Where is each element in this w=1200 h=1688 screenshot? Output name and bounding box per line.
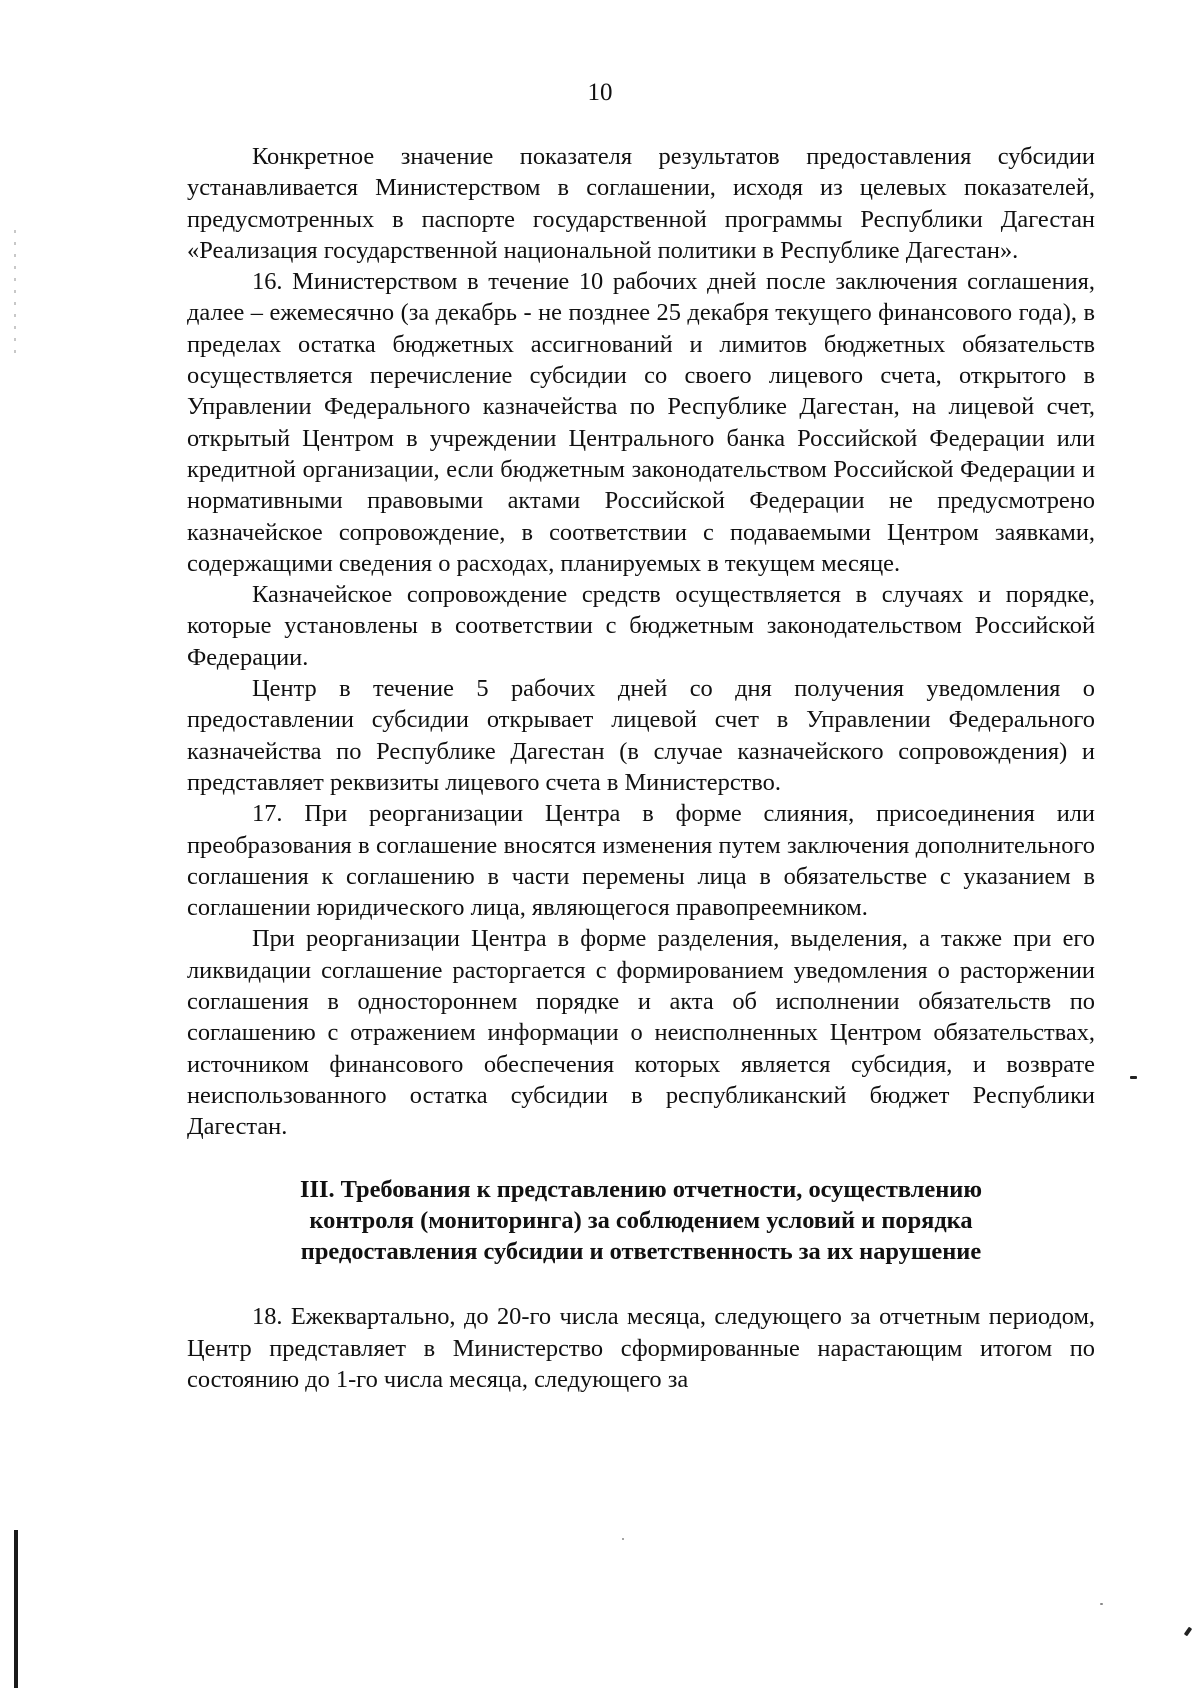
document-body <box>187 141 1095 1395</box>
section-heading-line: III. Требования к представлению отчетности, осуществлению <box>300 1175 982 1203</box>
paragraph-16-transfer: 16. Министерством в течение 10 рабочих дней после заключения соглашения, далее – ежемесячно (за декабрь - не позднее 25 декабря текущего финансового года), в пределах остатка бюджетных ассигнований и лимитов бюджетных обязательств осуществляется перечисление субсидии со своего лицевого счета, открытого в Управлении Федерального казначейства по Республике Дагестан, на лицевой счет, открытый Центром в учреждении Центрального банка Российской Федерации или кредитной организации, если бюджетным законодательством Российской Федерации и нормативными правовыми актами Российской Федерации не предусмотрено казначейское сопровождение, в соответствии с подаваемыми Центром заявками, содержащими сведения о расходах, планируемых в текущем месяце. <box>187 268 1095 577</box>
page-number: 10 <box>587 79 613 106</box>
scan-speck <box>1100 1603 1103 1605</box>
paragraph-termination: При реорганизации Центра в форме разделения, выделения, а также при его ликвидации соглашение расторгается с формированием уведомления о расторжении соглашения в одностороннем порядке и акта об исполнении обязательств по соглашению с отражением информации о неисполненных Центром обязательствах, источником финансового обеспечения которых является субсидия, и возврате неиспользованного остатка субсидии в республиканский бюджет Республики Дагестан. <box>187 925 1095 1141</box>
scan-speck <box>1184 1627 1192 1637</box>
scan-speck <box>622 1538 624 1540</box>
paragraph-18-reporting: 18. Ежеквартально, до 20-го числа месяца, следующего за отчетным периодом, Центр представляет в Министерство сформированные нарастающим итогом по состоянию до 1-го числа месяца, следующего за <box>187 1303 1095 1393</box>
section-heading-line: контроля (мониторинга) за соблюдением условий и порядка <box>309 1206 973 1234</box>
scan-margin-artifact <box>14 230 16 360</box>
section-heading <box>187 1174 1095 1268</box>
paragraph-17-reorganization: 17. При реорганизации Центра в форме слияния, присоединения или преобразования в соглашение вносятся изменения путем заключения дополнительного соглашения к соглашению в части перемены лица в обязательстве с указанием в соглашении юридического лица, являющегося правопреемником. <box>187 800 1095 922</box>
section-heading-line: предоставления субсидии и ответственность за их нарушение <box>300 1238 982 1266</box>
paragraph-indicator-value: Конкретное значение показателя результатов предоставления субсидии устанавливается Министерством в соглашении, исходя из целевых показателей, предусмотренных в паспорте государственной программы Республики Дагестан «Реализация государственной национальной политики в Республике Дагестан». <box>187 143 1095 264</box>
paragraph-treasury-support: Казначейское сопровождение средств осуществляется в случаях и порядке, которые установлены в соответствии с бюджетным законодательством Российской Федерации. <box>187 581 1095 671</box>
scan-speck <box>1130 1076 1137 1079</box>
scan-edge-shadow <box>14 1530 18 1688</box>
paragraph-account-opening: Центр в течение 5 рабочих дней со дня получения уведомления о предоставлении субсидии открывает лицевой счет в Управлении Федерального казначейства по Республике Дагестан (в случае казначейского сопровождения) и представляет реквизиты лицевого счета в Министерство. <box>187 675 1095 796</box>
